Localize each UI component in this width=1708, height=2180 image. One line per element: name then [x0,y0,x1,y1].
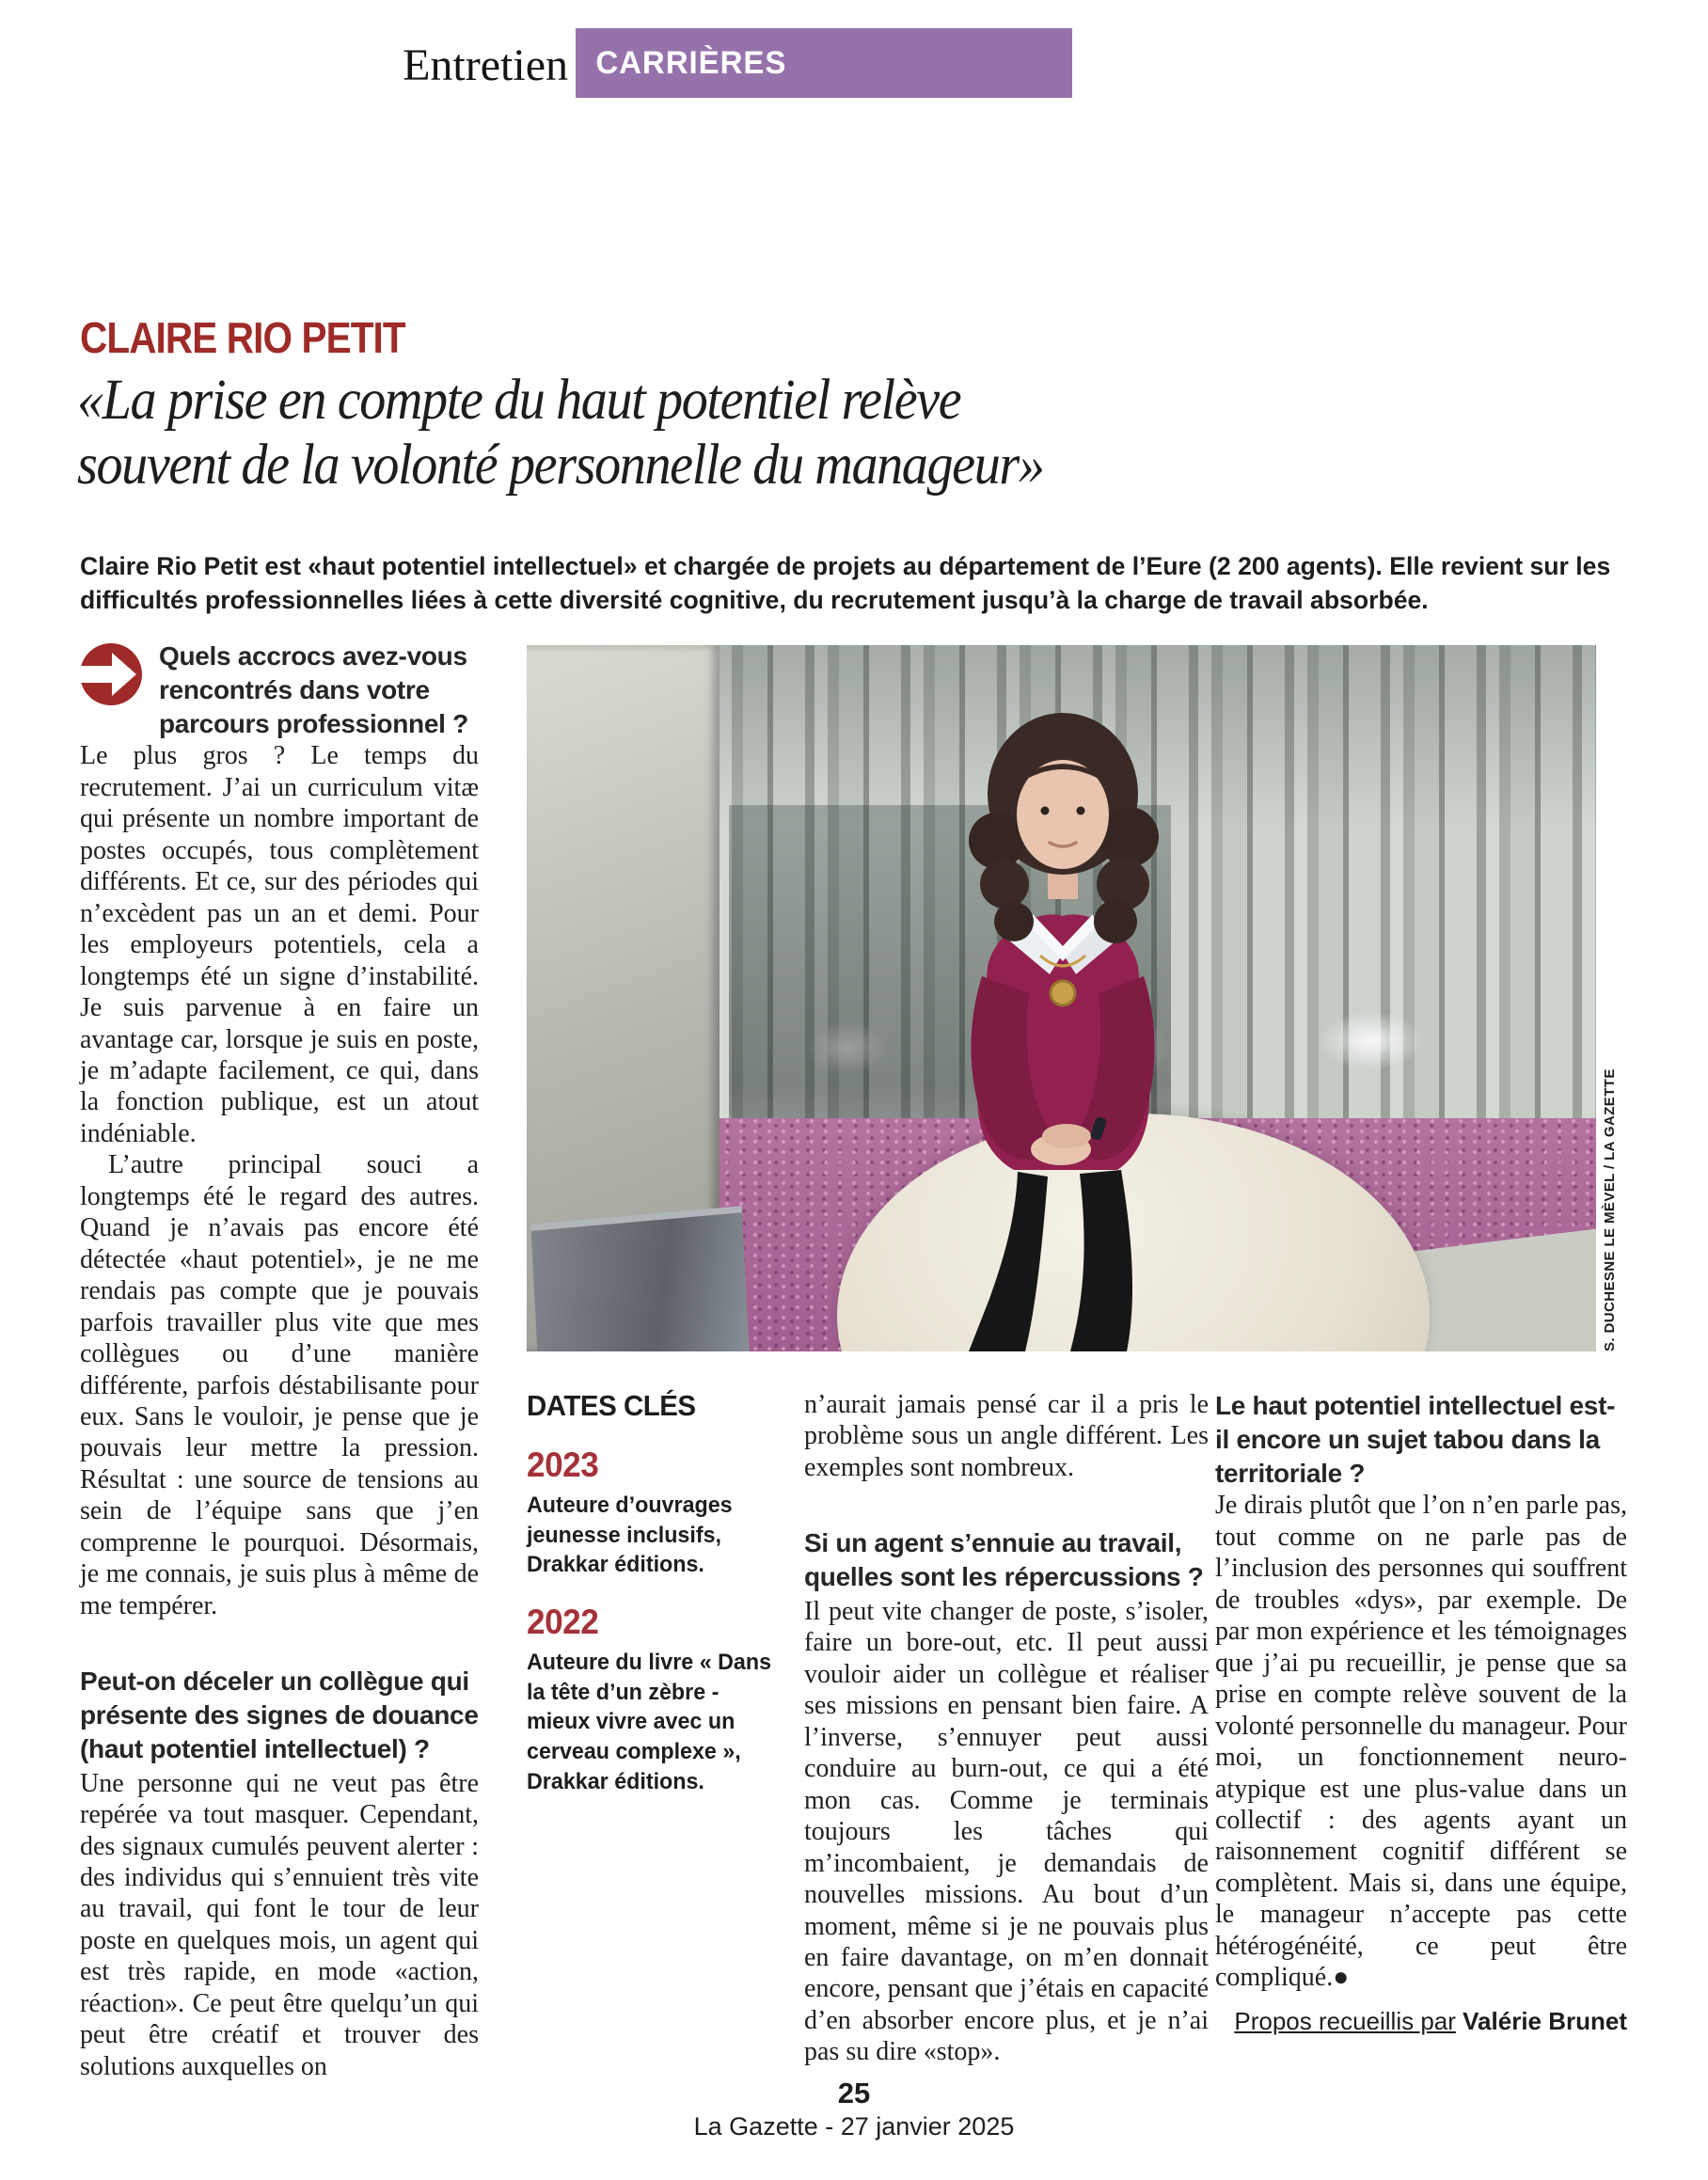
standfirst: Claire Rio Petit est «haut potentiel intellectuel» et chargée de projets au département de l’Eure (2 200 agents). Elle revient sur les difficultés professionnelles liées à cette diversité cognitive, du recrutement jusqu’à la charge de travail absorbée. [80,552,1611,615]
page-number: 25 [837,2077,871,2109]
main-title-line-1: «La prise en compte du haut potentiel relève [77,369,961,432]
question-1-text: Quels accrocs avez-vous rencontrés dans votre parcours professionnel ? [159,641,468,738]
answer-3-paragraph: Il peut vite changer de poste, s’isoler, faire un bore-out, etc. Il peut aussi vouloir aider un collègue et réaliser ses missions en pensant bien faire. A l’inverse, s’ennuyer peut aussi conduire au burn-out, ce qui a été mon cas. Comme je terminais toujours les tâches qui m’incombaient, je demandais de nouvelles missions. Au bout d’un moment, même si je ne pouvais plus en faire davantage, on m’en donnait encore, pensant que j’étais en capacité d’en absorber encore plus, et je n’ai pas su dire «stop». [804,1597,1209,2067]
metal-plate [530,1206,749,1351]
red-arrow-icon [80,643,142,705]
main-title [77,369,1176,498]
question-4: Le haut potentiel intellectuel est-il encore un sujet tabou dans la territoriale ? [1215,1391,1616,1488]
answer-2-continued: n’aurait jamais pensé car il a pris le problème sous un angle différent. Les exemples sont nombreux. [804,1390,1209,1482]
question-3: Si un agent s’ennuie au travail, quelles sont les répercussions ? [804,1528,1204,1592]
question-2: Peut-on déceler un collègue qui présente des signes de douance (haut potentiel intellectuel) ? [80,1667,479,1763]
photo-credit: S. DUCHESNE LE MÈVEL / LA GAZETTE [1602,1068,1618,1351]
column-left [80,640,479,2082]
dates-year-2022: 2022 [527,1603,599,1642]
kicker-entretien: Entretien [403,40,568,90]
column-right [1215,1389,1627,2036]
dates-cles-heading: DATES CLÉS [527,1389,696,1422]
portrait-claire-rio-petit [875,683,1251,1351]
interview-photo [527,645,1596,1351]
dates-year-2023: 2023 [527,1445,599,1484]
byline [1215,2007,1627,2036]
byline-prefix: Propos recueillis par [1234,2006,1456,2035]
issue-line: La Gazette - 27 janvier 2025 [693,2112,1015,2141]
byline-name: Valérie Brunet [1455,2006,1627,2035]
dates-text-2023: Auteure d’ouvrages jeunesse inclusifs, Drakkar éditions. [527,1493,733,1578]
interviewee-name-heading: CLAIRE RIO PETIT [80,313,405,362]
answer-1-paragraph-1: Le plus gros ? Le temps du recrutement. J’ai un curriculum vitæ qui présente un nombre important de postes occupés, tous complètement différents. Et ce, sur des périodes qui n’excèdent pas un an et demi. Pour les employeurs potentiels, cela a longtemps été un signe d’instabilité. Je suis parvenue à en faire un avantage car, lorsque je suis en poste, je m’adapte facilement, ce qui, dans la fonction publique, est un atout indéniable. [80,741,479,1148]
section-label: CARRIÈRES [595,44,787,81]
answer-2-paragraph: Une personne qui ne veut pas être repérée va tout masquer. Cependant, des signaux cumulés peuvent alerter : des individus qui s’ennuient très vite au travail, qui font le tour de leur poste en quelques mois, un agent qui est très rapide, en mode «action, réaction». Ce peut être quelqu’un qui peut être créatif et trouver des solutions auxquelles on [80,1768,479,2081]
main-title-line-2: souvent de la volonté personnelle du manageur» [77,433,1044,497]
column-middle [804,1389,1209,2068]
question-1 [80,640,479,740]
answer-4-paragraph: Je dirais plutôt que l’on n’en parle pas, tout comme on ne parle pas de l’inclusion des personnes qui souffrent de troubles «dys», par exemple. De par mon expérience et les témoignages que j’ai pu recueillir, je pense que sa prise en compte relève souvent de la volonté personnelle du manageur. Pour moi, un fonctionnement neuro-atypique est une plus-value dans un collectif : des agents ayant un raisonnement cognitif différent se complètent. Mais si, dans une équipe, le manageur n’accepte pas cette hétérogénéité, ce peut être compliqué.● [1215,1491,1627,1993]
dates-cles-box [527,1389,786,1796]
section-banner [576,28,1072,98]
dates-text-2022: Auteure du livre « Dans la tête d’un zèbre - mieux vivre avec un cerveau complexe », Drakkar éditions. [527,1650,772,1794]
answer-1-paragraph-2: L’autre principal souci a longtemps été le regard des autres. Quand je n’avais pas encore été détectée «haut potentiel», je ne me rendais pas compte que je pouvais parfois travailler plus vite que mes collègues ou d’une manière différente, parfois déstabilisante pour eux. Sans le vouloir, je pense que je pouvais leur mettre la pression. Résultat : une source de tensions au sein de l’équipe sans que j’en comprenne le pourquoi. Désormais, je me connais, je suis plus à même de me tempérer. [80,1150,479,1620]
